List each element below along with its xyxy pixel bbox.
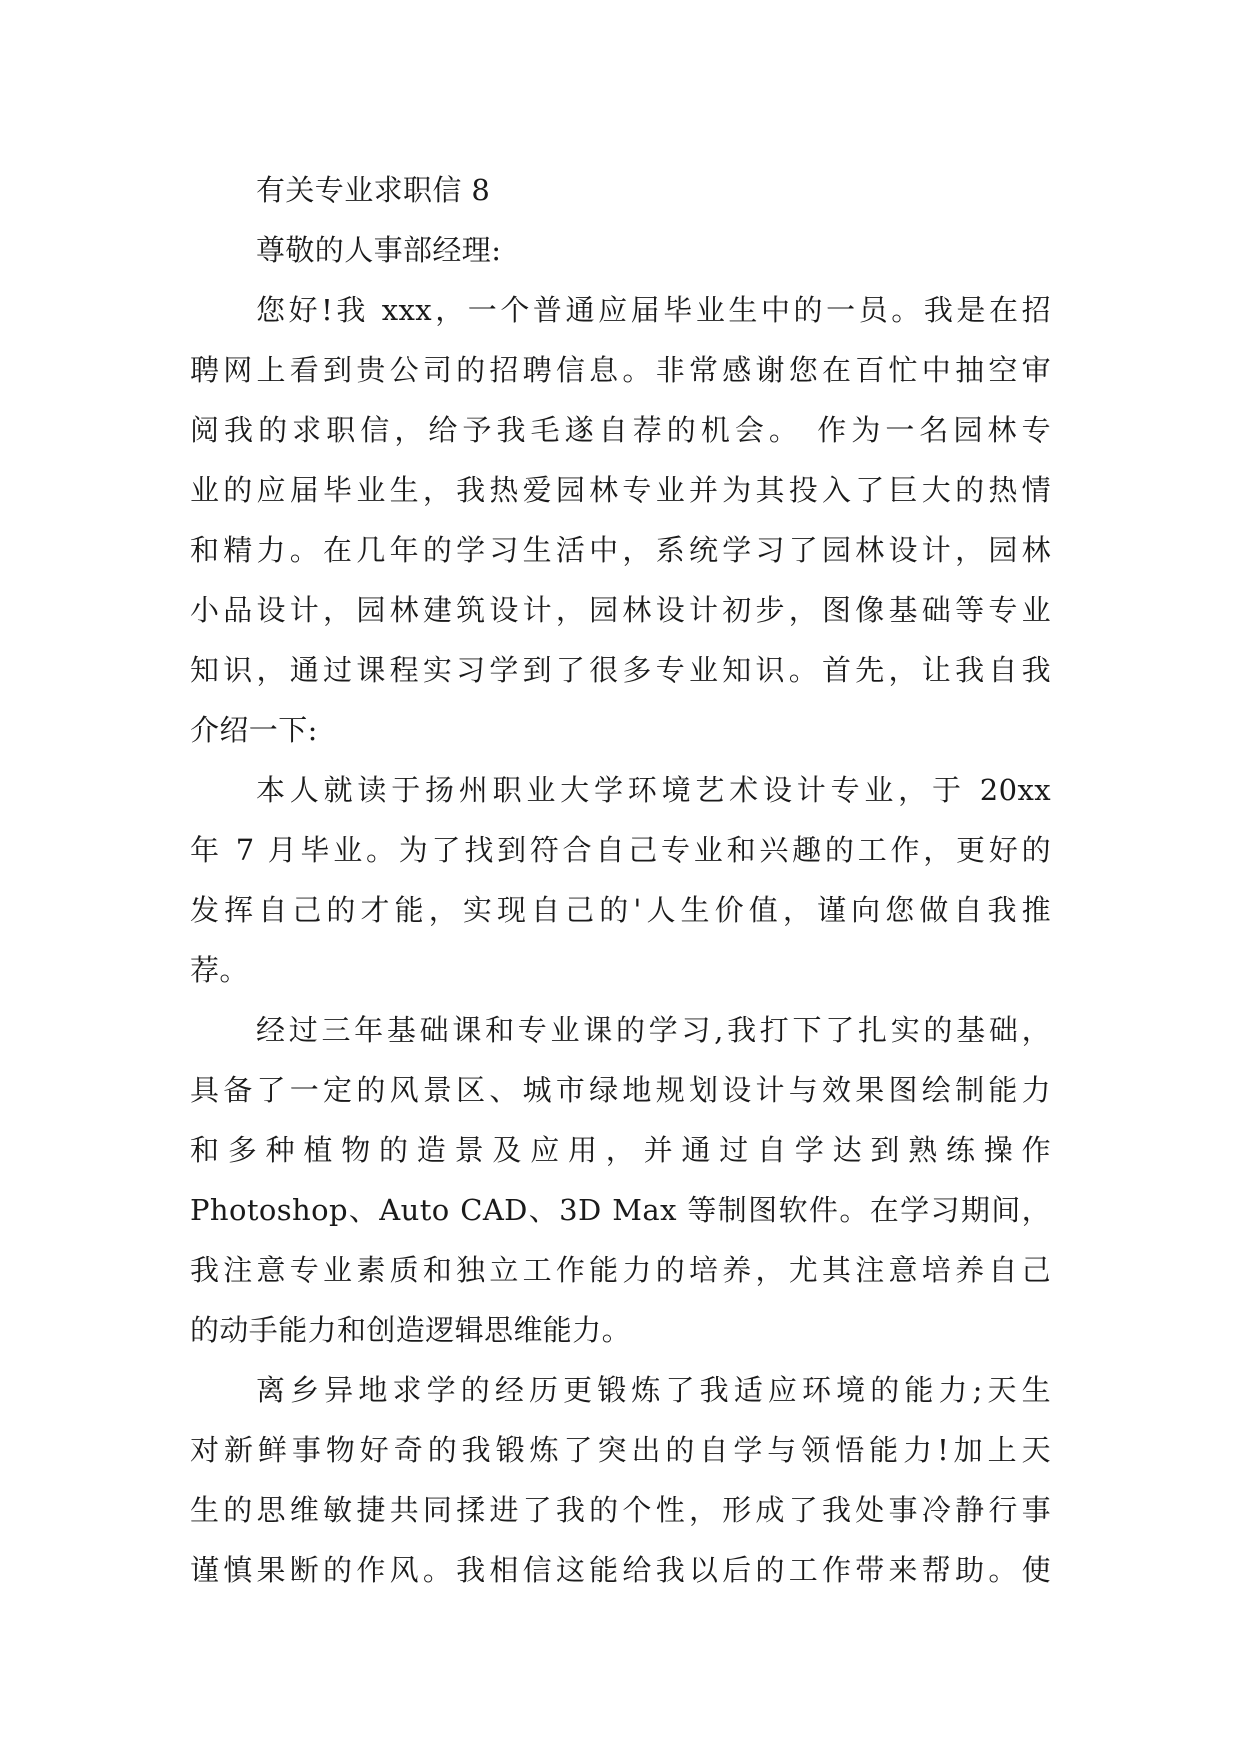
paragraph-line: 离乡异地求学的经历更锻炼了我适应环境的能力;天生 bbox=[256, 1373, 1051, 1407]
paragraph-line: 您好!我 xxx，一个普通应届毕业生中的一员。我是在招 bbox=[256, 293, 1051, 327]
paragraph-line: 生的思维敏捷共同揉进了我的个性，形成了我处事冷静行事 bbox=[190, 1493, 1051, 1527]
paragraph-line: 介绍一下: bbox=[190, 713, 318, 747]
paragraph-line: Photoshop、Auto CAD、3D Max 等制图软件。在学习期间， bbox=[190, 1193, 1051, 1227]
paragraph-line: 本人就读于扬州职业大学环境艺术设计专业，于 20xx bbox=[256, 773, 1051, 807]
paragraph-line: 聘网上看到贵公司的招聘信息。非常感谢您在百忙中抽空审 bbox=[190, 353, 1051, 387]
paragraph-line: 小品设计，园林建筑设计，园林设计初步，图像基础等专业 bbox=[190, 593, 1051, 627]
letter-salutation: 尊敬的人事部经理: bbox=[256, 233, 502, 267]
paragraph-line: 发挥自己的才能，实现自己的'人生价值，谨向您做自我推 bbox=[190, 893, 1051, 927]
paragraph-3 bbox=[190, 1000, 1051, 1360]
paragraph-line: 谨慎果断的作风。我相信这能给我以后的工作带来帮助。使 bbox=[190, 1553, 1051, 1587]
paragraph-line: 阅我的求职信，给予我毛遂自荐的机会。 作为一名园林专 bbox=[190, 413, 1051, 447]
paragraph-2 bbox=[190, 760, 1051, 1000]
letter-body bbox=[190, 160, 1051, 1600]
paragraph-line: 和精力。在几年的学习生活中，系统学习了园林设计，园林 bbox=[190, 533, 1051, 567]
letter-title: 有关专业求职信 8 bbox=[256, 173, 491, 207]
paragraph-line: 对新鲜事物好奇的我锻炼了突出的自学与领悟能力!加上天 bbox=[190, 1433, 1051, 1467]
paragraph-line: 业的应届毕业生，我热爱园林专业并为其投入了巨大的热情 bbox=[190, 473, 1051, 507]
paragraph-line: 年 7 月毕业。为了找到符合自己专业和兴趣的工作，更好的 bbox=[190, 833, 1051, 867]
paragraph-1 bbox=[190, 280, 1051, 760]
paragraph-4 bbox=[190, 1360, 1051, 1600]
paragraph-line: 我注意专业素质和独立工作能力的培养，尤其注意培养自己 bbox=[190, 1253, 1051, 1287]
paragraph-line: 荐。 bbox=[190, 953, 249, 987]
paragraph-line: 经过三年基础课和专业课的学习,我打下了扎实的基础， bbox=[256, 1013, 1051, 1047]
paragraph-line: 和多种植物的造景及应用，并通过自学达到熟练操作 bbox=[190, 1133, 1051, 1167]
paragraph-line: 知识，通过课程实习学到了很多专业知识。首先，让我自我 bbox=[190, 653, 1051, 687]
paragraph-line: 具备了一定的风景区、城市绿地规划设计与效果图绘制能力 bbox=[190, 1073, 1051, 1107]
paragraph-line: 的动手能力和创造逻辑思维能力。 bbox=[190, 1313, 632, 1347]
